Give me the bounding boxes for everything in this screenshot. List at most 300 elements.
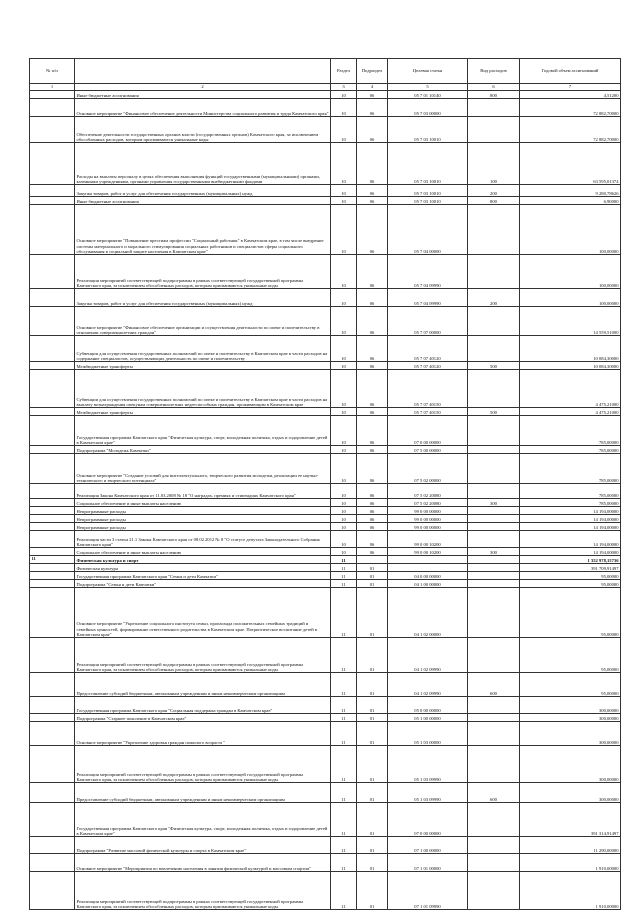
row-number: [30, 484, 75, 499]
header-annual-amount: Годовой объем ассигнований: [520, 59, 621, 84]
row-number: [30, 117, 75, 143]
table-row: [30, 289, 621, 307]
row-section: 11: [331, 556, 357, 564]
row-amount: 95,00000: [520, 588, 621, 638]
row-number: [30, 588, 75, 638]
row-section: 10: [331, 523, 357, 531]
row-number: [30, 91, 75, 99]
row-subsection: 06: [357, 408, 388, 416]
row-subsection: 01: [357, 638, 388, 673]
row-target-article: 99 0 00 00000: [388, 507, 468, 515]
row-number: [30, 523, 75, 531]
header-target-article: Целевая статья: [388, 59, 468, 84]
table-row: [30, 722, 621, 746]
row-subsection: 06: [357, 370, 388, 408]
row-name: Социальное обеспечение и иные выплаты населению: [75, 499, 331, 507]
row-name: Субвенции для осуществления государственных полномочий по опеке и попечительству в Камчатском крае в части расходов на выплату вознаграждения опекунам совершеннолетних недееспособных граждан, проживающим в Камчатском крае: [75, 370, 331, 408]
row-number: [30, 572, 75, 580]
table-row: [30, 370, 621, 408]
row-subsection: 06: [357, 507, 388, 515]
row-amount: 95,00000: [520, 572, 621, 580]
row-amount: 6,90000: [520, 197, 621, 205]
row-section: 10: [331, 454, 357, 484]
row-section: 11: [331, 872, 357, 910]
row-amount: 10 084,30000: [520, 336, 621, 362]
row-amount: 14 194,00000: [520, 515, 621, 523]
row-amount: 300,00000: [520, 783, 621, 803]
row-subsection: 06: [357, 484, 388, 499]
row-subsection: 06: [357, 362, 388, 370]
row-expense-type: [468, 454, 520, 484]
row-name: Непрограммные расходы: [75, 523, 331, 531]
row-amount: 785,00000: [520, 416, 621, 446]
row-amount: 100,00000: [520, 289, 621, 307]
row-section: 10: [331, 548, 357, 556]
row-section: 10: [331, 408, 357, 416]
row-target-article: 99 0 00 10200: [388, 531, 468, 548]
row-section: 11: [331, 580, 357, 588]
row-subsection: 06: [357, 99, 388, 117]
budget-table-sheet: [29, 58, 620, 910]
row-section: 10: [331, 515, 357, 523]
row-expense-type: [468, 697, 520, 714]
table-row: [30, 783, 621, 803]
table-row: [30, 673, 621, 697]
row-section: 11: [331, 854, 357, 872]
table-row: [30, 91, 621, 99]
row-subsection: 01: [357, 714, 388, 722]
row-section: 11: [331, 783, 357, 803]
table-row: [30, 854, 621, 872]
table-row: [30, 336, 621, 362]
header-number: № п/п: [30, 59, 75, 84]
row-subsection: 06: [357, 336, 388, 362]
row-target-article: 05 7 03 10010: [388, 185, 468, 197]
row-amount: 4 475,21000: [520, 408, 621, 416]
row-amount: 9 280,78626: [520, 185, 621, 197]
table-row: [30, 185, 621, 197]
column-numbers-row: [30, 84, 621, 91]
row-name: Межбюджетные трансферты: [75, 362, 331, 370]
row-section: 10: [331, 499, 357, 507]
row-name: Основное мероприятие "Повышение престижа профессии "Социальный работник" в Камчатском крае, в том числе внедрение системы материального и морального стимулирования социальных работников и специалистов сферы социального обслуживания в социальной защите населения в Камчатском крае": [75, 205, 331, 255]
row-section: 10: [331, 416, 357, 446]
row-section: 11: [331, 714, 357, 722]
row-amount: 14 559,51000: [520, 307, 621, 336]
row-number: 11: [30, 556, 75, 564]
row-number: [30, 446, 75, 454]
row-name: Непрограммные расходы: [75, 507, 331, 515]
row-subsection: 06: [357, 548, 388, 556]
row-subsection: 06: [357, 416, 388, 446]
row-amount: 1 910,00000: [520, 872, 621, 910]
row-subsection: 06: [357, 255, 388, 289]
table-row: [30, 714, 621, 722]
table-row: [30, 523, 621, 531]
row-target-article: 05 7 03 10010: [388, 143, 468, 185]
row-expense-type: [468, 336, 520, 362]
row-target-article: 04 1 02 09990: [388, 673, 468, 697]
row-amount: 785,00000: [520, 484, 621, 499]
row-name: Основное мероприятие "Укрепление социального института семьи, пропаганда положительных семейных традиций и семейных ценностей, формирование ответственного родительства в Камчатском крае. Патриотическое воспитание детей в Камчатском крае": [75, 588, 331, 638]
table-row: [30, 99, 621, 117]
header-section: Раздел: [331, 59, 357, 84]
row-subsection: 01: [357, 697, 388, 714]
row-name: Подпрограмма "Семья и дети Камчатки": [75, 580, 331, 588]
header-expense-type: Вид расходов: [468, 59, 520, 84]
table-row: [30, 408, 621, 416]
row-subsection: 06: [357, 185, 388, 197]
row-amount: 300,00000: [520, 746, 621, 783]
row-subsection: 06: [357, 531, 388, 548]
row-expense-type: [468, 872, 520, 910]
row-number: [30, 499, 75, 507]
row-number: [30, 336, 75, 362]
row-target-article: 05 1 00 00000: [388, 714, 468, 722]
row-target-article: 05 1 03 09990: [388, 746, 468, 783]
row-section: 10: [331, 446, 357, 454]
row-target-article: 07 0 00 00000: [388, 803, 468, 837]
row-number: [30, 197, 75, 205]
row-expense-type: [468, 854, 520, 872]
row-name: Подпрограмма "Молодежь Камчатки": [75, 446, 331, 454]
row-expense-type: [468, 446, 520, 454]
row-target-article: 99 0 00 10200: [388, 548, 468, 556]
row-section: 10: [331, 370, 357, 408]
row-name: Реализация Закона Камчатского края от 11.03.2008 № 18 "О наградах, премиях и стипендиях Камчатского края": [75, 484, 331, 499]
row-section: 10: [331, 255, 357, 289]
row-name: Межбюджетные трансферты: [75, 408, 331, 416]
row-subsection: 06: [357, 499, 388, 507]
row-amount: 100,00000: [520, 205, 621, 255]
row-name: Обеспечение деятельности государственных органов власти (государственных органов) Камчатского края, за исключением обособленных расходов, которым присваиваются уникальные коды: [75, 117, 331, 143]
row-section: 11: [331, 564, 357, 572]
row-number: [30, 507, 75, 515]
row-expense-type: 600: [468, 673, 520, 697]
row-target-article: 05 7 07 40120: [388, 336, 468, 362]
row-amount: 100,00000: [520, 255, 621, 289]
row-amount: 300,00000: [520, 714, 621, 722]
row-number: [30, 289, 75, 307]
row-target-article: [388, 556, 468, 564]
row-expense-type: 500: [468, 408, 520, 416]
row-section: 11: [331, 673, 357, 697]
row-amount: 95,00000: [520, 638, 621, 673]
row-amount: 785,00000: [520, 499, 621, 507]
row-subsection: 06: [357, 454, 388, 484]
row-number: [30, 515, 75, 523]
table-row: [30, 454, 621, 484]
row-section: 10: [331, 336, 357, 362]
row-subsection: 06: [357, 289, 388, 307]
row-expense-type: [468, 205, 520, 255]
row-amount: 11 290,00000: [520, 837, 621, 854]
row-number: [30, 722, 75, 746]
row-subsection: 01: [357, 872, 388, 910]
row-name: Реализация мероприятий соответствующей подпрограммы в рамках соответствующей государственной программы Камчатского края, за исключением обособленных расходов, которым присваиваются уникальные коды: [75, 255, 331, 289]
row-expense-type: [468, 515, 520, 523]
row-section: 10: [331, 185, 357, 197]
row-number: [30, 564, 75, 572]
row-number: [30, 408, 75, 416]
row-target-article: 05 7 07 40120: [388, 362, 468, 370]
row-expense-type: [468, 523, 520, 531]
table-row: [30, 515, 621, 523]
row-number: [30, 143, 75, 185]
table-row: [30, 507, 621, 515]
row-name: Основное мероприятие "Создание условий для интеллектуального, творческого развития молодежи, реализации ее научно-технического и творческого потенциала": [75, 454, 331, 484]
row-target-article: 05 1 03 00000: [388, 722, 468, 746]
row-target-article: 05 0 00 00000: [388, 697, 468, 714]
header-name: [75, 59, 331, 84]
row-name: Подпрограмма "Развитие массовой физической культуры и спорта в Камчатском крае": [75, 837, 331, 854]
row-amount: 1 910,00000: [520, 854, 621, 872]
row-subsection: 06: [357, 117, 388, 143]
row-amount: 14 194,00000: [520, 531, 621, 548]
row-number: [30, 370, 75, 408]
row-number: [30, 307, 75, 336]
row-name: Закупка товаров, работ и услуг для обеспечения государственных (муниципальных) нужд: [75, 289, 331, 307]
row-section: 10: [331, 91, 357, 99]
row-number: [30, 837, 75, 854]
row-section: 10: [331, 143, 357, 185]
row-name: Основное мероприятие "Укрепление здоровья граждан пожилого возраста ": [75, 722, 331, 746]
row-subsection: 01: [357, 572, 388, 580]
row-subsection: 01: [357, 673, 388, 697]
row-name: Основное мероприятие "Финансовое обеспечение организации и осуществления деятельности по опеке и попечительству в отношении совершеннолетних граждан": [75, 307, 331, 336]
row-target-article: 05 7 03 10010: [388, 197, 468, 205]
row-expense-type: 500: [468, 362, 520, 370]
row-number: [30, 673, 75, 697]
row-number: [30, 783, 75, 803]
row-section: 11: [331, 722, 357, 746]
table-row: [30, 746, 621, 783]
row-expense-type: 100: [468, 143, 520, 185]
row-expense-type: [468, 588, 520, 638]
table-row: [30, 205, 621, 255]
row-name: Предоставление субсидий бюджетным, автономным учреждениям и иным некоммерческим организациям: [75, 673, 331, 697]
row-name: Непрограммные расходы: [75, 515, 331, 523]
column-number: 4: [357, 84, 388, 91]
row-target-article: 07 5 02 20080: [388, 499, 468, 507]
table-row: [30, 572, 621, 580]
table-row: [30, 362, 621, 370]
row-expense-type: [468, 255, 520, 289]
row-expense-type: [468, 803, 520, 837]
row-expense-type: 800: [468, 91, 520, 99]
row-amount: 10 084,30000: [520, 362, 621, 370]
table-row: [30, 803, 621, 837]
table-row: [30, 556, 621, 564]
row-expense-type: [468, 117, 520, 143]
row-expense-type: [468, 572, 520, 580]
budget-allocation-table: [29, 58, 621, 910]
row-subsection: 06: [357, 91, 388, 99]
row-expense-type: [468, 416, 520, 446]
row-number: [30, 185, 75, 197]
row-amount: 391 314,91497: [520, 803, 621, 837]
row-subsection: 01: [357, 803, 388, 837]
table-row: [30, 117, 621, 143]
row-expense-type: [468, 746, 520, 783]
row-target-article: 05 7 04 09990: [388, 289, 468, 307]
table-row: [30, 197, 621, 205]
row-name: Реализация мероприятий соответствующей подпрограммы в рамках соответствующей государственной программы Камчатского края, за исключением обособленных расходов, которым присваиваются уникальные коды: [75, 872, 331, 910]
row-name: Государственная программа Камчатского края "Физическая культура, спорт, молодежная политика, отдых и оздоровление детей в Камчатском крае": [75, 803, 331, 837]
table-row: [30, 531, 621, 548]
table-row: [30, 143, 621, 185]
row-target-article: 05 7 01 10140: [388, 91, 468, 99]
row-name: Социальное обеспечение и иные выплаты населению: [75, 548, 331, 556]
table-row: [30, 499, 621, 507]
row-target-article: 05 1 03 09990: [388, 783, 468, 803]
row-expense-type: 200: [468, 185, 520, 197]
row-name: Подпрограмма "Старшее поколение в Камчатском крае": [75, 714, 331, 722]
row-number: [30, 255, 75, 289]
row-target-article: 05 7 07 00000: [388, 307, 468, 336]
row-target-article: 99 0 00 00000: [388, 523, 468, 531]
row-expense-type: 200: [468, 289, 520, 307]
row-number: [30, 362, 75, 370]
table-body: [30, 91, 621, 910]
column-number: 5: [388, 84, 468, 91]
row-target-article: 99 0 00 00000: [388, 515, 468, 523]
row-section: 10: [331, 289, 357, 307]
row-target-article: 05 7 04 09990: [388, 255, 468, 289]
row-name: Иные бюджетные ассигнования: [75, 91, 331, 99]
row-subsection: 01: [357, 783, 388, 803]
row-name: Основное мероприятие "Финансовое обеспечение деятельности Министерства социального развития и труда Камчатского края": [75, 99, 331, 117]
row-name: Физическая культура: [75, 564, 331, 572]
row-expense-type: [468, 564, 520, 572]
row-number: [30, 548, 75, 556]
row-section: 10: [331, 99, 357, 117]
row-amount: 785,00000: [520, 454, 621, 484]
row-amount: 4 475,21000: [520, 370, 621, 408]
row-number: [30, 872, 75, 910]
row-subsection: 01: [357, 564, 388, 572]
row-name: Государственная программа Камчатского края "Социальная поддержка граждан в Камчатском крае": [75, 697, 331, 714]
row-expense-type: [468, 99, 520, 117]
row-expense-type: [468, 507, 520, 515]
row-target-article: 04 1 00 00000: [388, 580, 468, 588]
row-name: Расходы на выплаты персоналу в целях обеспечения выполнения функций государственными (муниципальными) органами, казенными учреждениями, органами управления государственными внебюджетными фондами: [75, 143, 331, 185]
row-name: Предоставление субсидий бюджетным, автономным учреждениям и иным некоммерческим организациям: [75, 783, 331, 803]
row-number: [30, 714, 75, 722]
row-amount: 72 882,70000: [520, 99, 621, 117]
row-number: [30, 746, 75, 783]
row-section: 11: [331, 803, 357, 837]
row-target-article: 07 0 00 00000: [388, 416, 468, 446]
row-expense-type: [468, 580, 520, 588]
row-expense-type: [468, 307, 520, 336]
row-subsection: [357, 556, 388, 564]
row-amount: 63 595,01374: [520, 143, 621, 185]
row-amount: 72 882,70000: [520, 117, 621, 143]
row-target-article: 05 7 07 40150: [388, 408, 468, 416]
row-number: [30, 416, 75, 446]
row-number: [30, 854, 75, 872]
row-section: 11: [331, 837, 357, 854]
row-subsection: 01: [357, 837, 388, 854]
row-number: [30, 803, 75, 837]
column-number: 1: [30, 84, 75, 91]
row-amount: 300,00000: [520, 697, 621, 714]
row-expense-type: [468, 484, 520, 499]
row-target-article: 07 5 02 20080: [388, 484, 468, 499]
row-subsection: 06: [357, 307, 388, 336]
row-subsection: 01: [357, 746, 388, 783]
row-expense-type: [468, 638, 520, 673]
row-subsection: 01: [357, 580, 388, 588]
row-section: 10: [331, 197, 357, 205]
row-subsection: 06: [357, 515, 388, 523]
row-name: Реализация мероприятий соответствующей подпрограммы в рамках соответствующей государственной программы Камчатского края, за исключением обособленных расходов, которым присваиваются уникальные коды: [75, 638, 331, 673]
row-subsection: 06: [357, 197, 388, 205]
row-target-article: 07 5 00 00000: [388, 446, 468, 454]
row-name: Реализация мероприятий соответствующей подпрограммы в рамках соответствующей государственной программы Камчатского края, за исключением обособленных расходов, которым присваиваются уникальные коды: [75, 746, 331, 783]
table-header-row: [30, 59, 621, 84]
row-name: Реализация части 3 статьи 21.1 Закона Камчатского края от 08.02.2012 № 8 "О статусе депутата Законодательного Собрания Камчатского края": [75, 531, 331, 548]
row-number: [30, 638, 75, 673]
row-target-article: 04 1 02 00000: [388, 588, 468, 638]
row-target-article: 05 7 03 00000: [388, 99, 468, 117]
row-target-article: 05 7 03 10010: [388, 117, 468, 143]
row-expense-type: 800: [468, 197, 520, 205]
row-section: 10: [331, 362, 357, 370]
row-amount: 391 709,91497: [520, 564, 621, 572]
row-expense-type: [468, 722, 520, 746]
row-subsection: 06: [357, 523, 388, 531]
row-amount: 14 194,00000: [520, 507, 621, 515]
row-amount: 785,00000: [520, 446, 621, 454]
row-section: 10: [331, 507, 357, 515]
row-section: 10: [331, 307, 357, 336]
row-number: [30, 454, 75, 484]
row-name: Субвенции для осуществления государственных полномочий по опеке и попечительству в Камчатском крае в части расходов на содержание специалистов, осуществляющих деятельность по опеке и попечительству: [75, 336, 331, 362]
row-expense-type: [468, 837, 520, 854]
row-target-article: 07 1 00 00000: [388, 837, 468, 854]
row-name: Основное мероприятие "Мероприятия по вовлечению населения в занятия физической культурой и массовым спортом": [75, 854, 331, 872]
table-row: [30, 564, 621, 572]
column-number: 3: [331, 84, 357, 91]
row-name: Иные бюджетные ассигнования: [75, 197, 331, 205]
row-subsection: 01: [357, 854, 388, 872]
table-row: [30, 255, 621, 289]
row-expense-type: [468, 714, 520, 722]
row-amount: 95,00000: [520, 673, 621, 697]
table-row: [30, 446, 621, 454]
row-expense-type: 600: [468, 783, 520, 803]
row-expense-type: 300: [468, 499, 520, 507]
row-subsection: 06: [357, 205, 388, 255]
column-number: 2: [75, 84, 331, 91]
table-row: [30, 416, 621, 446]
row-target-article: 05 7 07 40150: [388, 370, 468, 408]
table-row: [30, 307, 621, 336]
table-row: [30, 484, 621, 499]
row-section: 10: [331, 117, 357, 143]
row-number: [30, 697, 75, 714]
header-subsection: Подраздел: [357, 59, 388, 84]
row-target-article: 07 5 02 00000: [388, 454, 468, 484]
table-row: [30, 697, 621, 714]
table-row: [30, 580, 621, 588]
row-name: Закупка товаров, работ и услуг для обеспечения государственных (муниципальных) нужд: [75, 185, 331, 197]
row-subsection: 01: [357, 588, 388, 638]
row-expense-type: [468, 556, 520, 564]
table-row: [30, 872, 621, 910]
